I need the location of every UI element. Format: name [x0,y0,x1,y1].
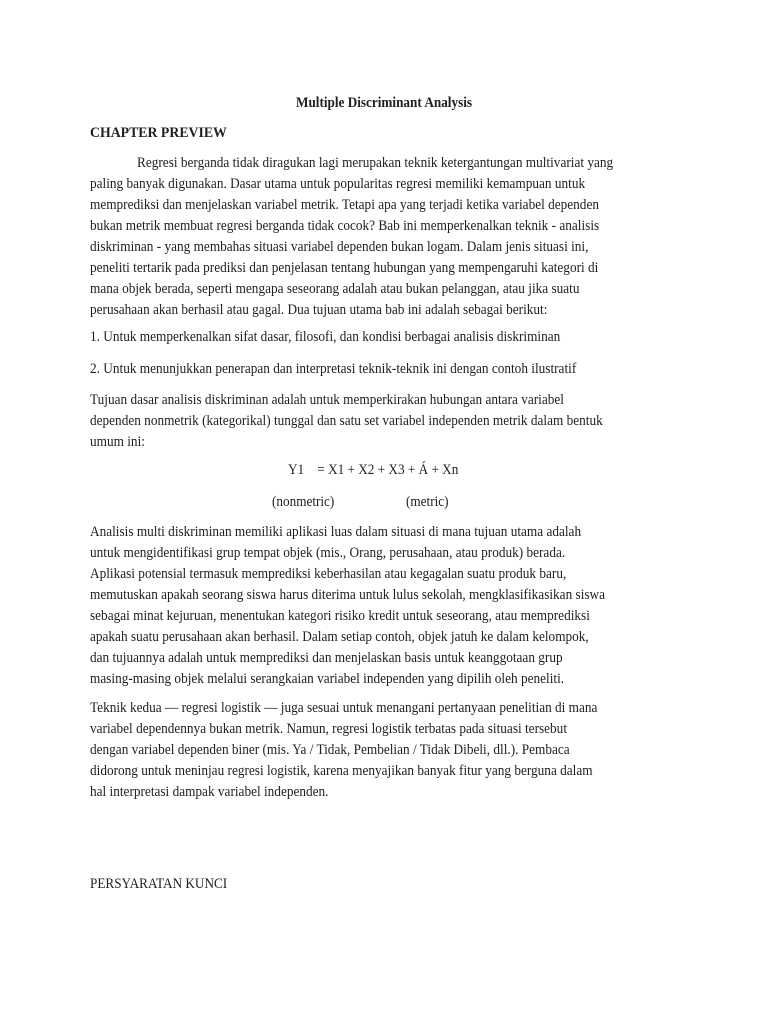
paragraph-line: memutuskan apakah seorang siswa harus diterima untuk lulus sekolah, mengklasifikasikan siswa [90,587,606,603]
paragraph-line: bukan metrik membuat regresi berganda tidak cocok? Bab ini memperkenalkan teknik - analisis [90,218,600,234]
paragraph-line: dan tujuannya adalah untuk memprediksi dan menjelaskan basis untuk keanggotaan grup [90,650,563,666]
paragraph-line: diskriminan - yang membahas situasi variabel dependen bukan logam. Dalam jenis situasi ini, [90,239,589,255]
document-title: Multiple Discriminant Analysis [295,95,473,111]
paragraph-line: variabel dependennya bukan metrik. Namun, regresi logistik terbatas pada situasi tersebut [90,721,568,737]
equation: Y1 = X1 + X2 + X3 + Á + Xn [288,462,459,478]
paragraph-line: umum ini: [90,434,145,450]
section-heading: PERSYARATAN KUNCI [90,876,228,892]
paragraph-line: apakah suatu perusahaan akan berhasil. Dalam setiap contoh, objek jatuh ke dalam kelompok, [90,629,589,645]
chapter-heading: CHAPTER PREVIEW [90,125,227,141]
paragraph-line: masing-masing objek melalui serangkaian variabel independen yang dipilih oleh peneliti. [90,671,565,687]
paragraph-line: Tujuan dasar analisis diskriminan adalah untuk memperkirakan hubungan antara variabel [90,392,564,408]
paragraph-line: dependen nonmetrik (kategorikal) tunggal dan satu set variabel independen metrik dalam bentuk [90,413,603,429]
equation-note-metric: (metric) [406,494,449,510]
paragraph-line: Regresi berganda tidak diragukan lagi merupakan teknik ketergantungan multivariat yang [137,155,614,171]
paragraph-line: paling banyak digunakan. Dasar utama untuk popularitas regresi memiliki kemampuan untuk [90,176,586,192]
paragraph-logistic [90,698,768,803]
paragraph-line: didorong untuk meninjau regresi logistik, karena menyajikan banyak fitur yang berguna dalam [90,763,593,779]
paragraph-line: Analisis multi diskriminan memiliki aplikasi luas dalam situasi di mana tujuan utama adalah [90,524,582,540]
paragraph-line: Aplikasi potensial termasuk memprediksi keberhasilan atau kegagalan suatu produk baru, [90,566,567,582]
paragraph-line: untuk mengidentifikasi grup tempat objek (mis., Orang, perusahaan, atau produk) berada. [90,545,566,561]
paragraph-line: dengan variabel dependen biner (mis. Ya / Tidak, Pembelian / Tidak Dibeli, dll.). Pembaca [90,742,570,758]
paragraph-line: memprediksi dan menjelaskan variabel metrik. Tetapi apa yang terjadi ketika variabel dependen [90,197,599,213]
paragraph-line: Teknik kedua — regresi logistik — juga sesuai untuk menangani pertanyaan penelitian di mana [90,700,598,716]
paragraph-purpose [90,390,768,453]
paragraph-line: perusahaan akan berhasil atau gagal. Dua tujuan utama bab ini adalah sebagai berikut: [90,302,548,318]
list-item-1: 1. Untuk memperkenalkan sifat dasar, filosofi, dan kondisi berbagai analisis diskriminan [90,329,561,345]
paragraph-line: hal interpretasi dampak variabel independen. [90,784,329,800]
paragraph-line: mana objek berada, seperti mengapa seseorang adalah atau bukan pelanggan, atau jika suatu [90,281,580,297]
paragraph-line: peneliti tertarik pada prediksi dan penjelasan tentang hubungan yang mempengaruhi kategori di [90,260,599,276]
paragraph-applications [90,522,768,690]
paragraph-intro [90,153,768,321]
paragraph-line: sebagai minat kejuruan, menentukan kategori risiko kredit untuk seseorang, atau memprediksi [90,608,590,624]
list-item-2: 2. Untuk menunjukkan penerapan dan interpretasi teknik-teknik ini dengan contoh ilustratif [90,361,577,377]
equation-note-nonmetric: (nonmetric) [272,494,335,510]
